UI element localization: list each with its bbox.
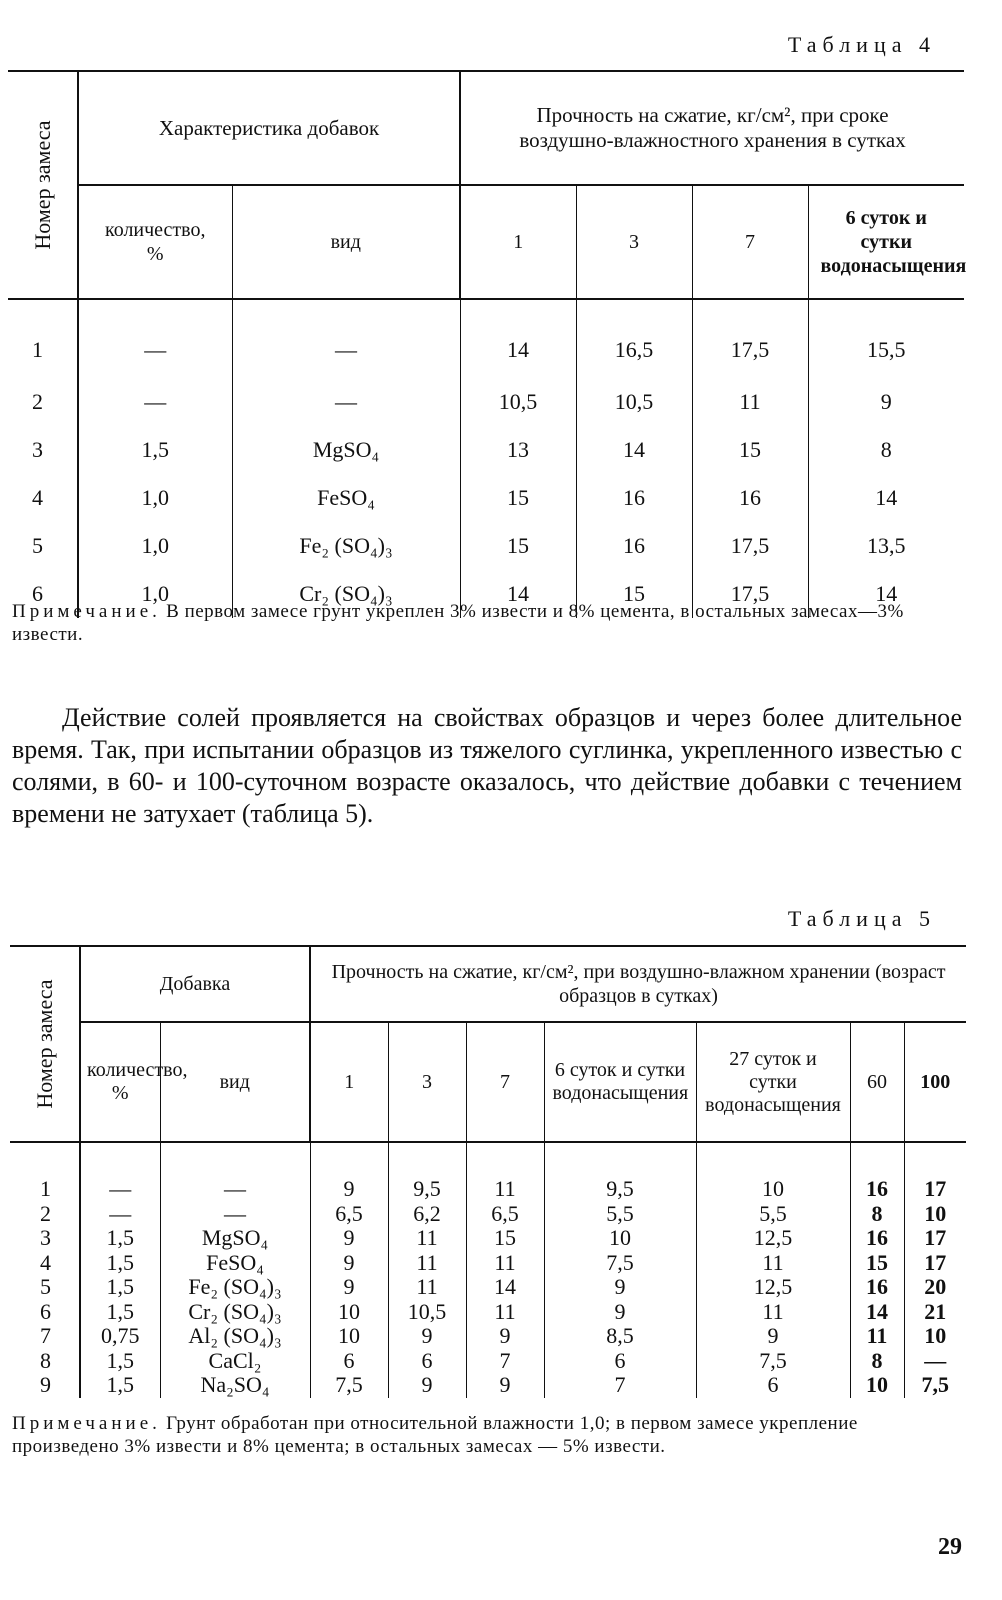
table-cell: 9 <box>310 1275 388 1300</box>
table5-note-label: Примечание. <box>12 1413 161 1434</box>
table-cell: 17 <box>924 1225 947 1251</box>
table-cell: 7 <box>10 1324 80 1349</box>
table-cell: 14 <box>460 299 576 378</box>
table-cell: 1,5 <box>78 426 232 474</box>
table-cell: 6 <box>8 570 78 618</box>
table-cell: 16 <box>576 522 692 570</box>
table-row <box>10 1226 966 1251</box>
table-cell: 1,5 <box>80 1349 160 1374</box>
table-cell: 9,5 <box>388 1142 466 1202</box>
table-cell: 14 <box>576 426 692 474</box>
table-cell: 10 <box>696 1142 850 1202</box>
t4-header-day-3: 3 <box>576 185 692 299</box>
table-cell: 6,5 <box>466 1202 544 1227</box>
table-cell: Fe₂ (SO₄)₃ <box>232 522 460 570</box>
table-cell: 6,5 <box>310 1202 388 1227</box>
table-cell: 8 <box>10 1349 80 1374</box>
table-cell: 11 <box>466 1300 544 1325</box>
table-cell: Cr₂ (SO₄)₃ <box>160 1300 310 1325</box>
table-cell: 9 <box>388 1373 466 1398</box>
table-cell: 11 <box>466 1142 544 1202</box>
table-cell: 6,2 <box>388 1202 466 1227</box>
table-cell: 16 <box>850 1275 904 1300</box>
table-cell: 11 <box>466 1251 544 1276</box>
t5-header-quantity: количество, % <box>80 1022 160 1142</box>
table-cell: — <box>232 378 460 426</box>
table-cell: 9 <box>696 1324 850 1349</box>
table-cell: 14 <box>850 1300 904 1325</box>
table-cell: 5 <box>8 522 78 570</box>
table-cell: 4 <box>10 1251 80 1276</box>
table-cell: 5,5 <box>696 1202 850 1227</box>
table-cell: 12,5 <box>696 1275 850 1300</box>
table-cell: 9 <box>310 1251 388 1276</box>
table-row <box>10 1275 966 1300</box>
table-cell: 10 <box>544 1226 696 1251</box>
table-cell: — <box>232 299 460 378</box>
table-cell: 8 <box>880 437 892 462</box>
table-row <box>10 1251 966 1276</box>
table-cell: 6 <box>696 1373 850 1398</box>
table-cell: 11 <box>850 1324 904 1349</box>
t4-header-additives: Характеристика добавок <box>78 71 460 185</box>
table-cell: 7,5 <box>310 1373 388 1398</box>
table-cell: 10 <box>850 1373 904 1398</box>
table-row <box>10 1349 966 1374</box>
table-cell: 1,5 <box>80 1373 160 1398</box>
table5 <box>10 945 966 1398</box>
table-cell: 9 <box>10 1373 80 1398</box>
table-cell: 6 <box>10 1300 80 1325</box>
table-cell: 5,5 <box>544 1202 696 1227</box>
t5-header-row-number: Номер замеса <box>10 946 80 1142</box>
t5-header-kind: вид <box>160 1022 310 1142</box>
table-cell: 10,5 <box>460 378 576 426</box>
table-cell: 11 <box>388 1226 466 1251</box>
table4-caption: Таблица 4 <box>787 32 936 57</box>
t4-header-kind: вид <box>232 185 460 299</box>
table-cell: MgSO₄ <box>160 1226 310 1251</box>
table-cell: FeSO₄ <box>160 1251 310 1276</box>
t4-header-day-1: 1 <box>460 185 576 299</box>
table-row <box>8 474 964 522</box>
table-cell: 1,5 <box>80 1226 160 1251</box>
table-cell: 1 <box>10 1142 80 1202</box>
table-cell: 15 <box>692 426 808 474</box>
table-row <box>10 1202 966 1227</box>
table-cell: 7,5 <box>921 1372 950 1398</box>
table-cell: 17,5 <box>692 522 808 570</box>
table-cell: 3 <box>8 426 78 474</box>
table-cell: 9,5 <box>544 1142 696 1202</box>
table-cell: 12,5 <box>696 1226 850 1251</box>
table-cell: 15,5 <box>867 337 906 362</box>
table-cell: — <box>924 1347 947 1373</box>
t5-header-day-6-saturated: 6 суток и сутки водонасыщения <box>544 1022 696 1142</box>
table-cell: 9 <box>466 1373 544 1398</box>
table-row <box>8 426 964 474</box>
table-cell: 15 <box>460 522 576 570</box>
table-cell: 9 <box>466 1324 544 1349</box>
table-cell: 1,5 <box>80 1300 160 1325</box>
table-cell: 9 <box>310 1226 388 1251</box>
table-cell: 14 <box>460 570 576 618</box>
table-cell: 21 <box>924 1298 947 1324</box>
table-cell: Na₂SO₄ <box>160 1373 310 1398</box>
table-cell: 6 <box>544 1349 696 1374</box>
table-cell: 1,5 <box>80 1251 160 1276</box>
table-cell: 11 <box>692 378 808 426</box>
t5-header-day-27-saturated: 27 суток и сутки водонасыщения <box>696 1022 850 1142</box>
table-cell: 11 <box>696 1251 850 1276</box>
t4-header-row-number: Номер замеса <box>8 71 78 299</box>
t4-header-quantity: количество, % <box>78 185 232 299</box>
table-cell: 9 <box>310 1142 388 1202</box>
page-number: 29 <box>938 1534 962 1560</box>
table-row <box>10 1324 966 1349</box>
table-row <box>8 522 964 570</box>
table-cell: 11 <box>388 1275 466 1300</box>
table-cell: 8 <box>850 1349 904 1374</box>
table4 <box>8 70 967 618</box>
table-cell: 15 <box>576 570 692 618</box>
t5-header-additive: Добавка <box>80 946 310 1022</box>
table-cell: 5 <box>10 1275 80 1300</box>
table-cell: 16 <box>576 474 692 522</box>
table-cell: 10 <box>310 1324 388 1349</box>
table-cell: 6 <box>388 1349 466 1374</box>
table-cell: 6 <box>310 1349 388 1374</box>
table-cell: 14 <box>466 1275 544 1300</box>
table5-note <box>12 1412 964 1458</box>
table-cell: 1,5 <box>80 1275 160 1300</box>
body-paragraph: Действие солей проявляется на свойствах образцов и через более длительное время. Так, при испытании образцов из тяжелого суглинка, укрепленного известью с солями, в 60- и 100-суточном возрасте оказалось, что действие добавки с течением времени не затухает (таблица 5). <box>12 703 962 828</box>
table4-note-text: В первом замесе грунт укреплен 3% извести и 8% цемента, в остальных замесах—3% извести. <box>12 601 904 645</box>
table-cell: — <box>78 299 232 378</box>
table-cell: 15 <box>466 1226 544 1251</box>
table-cell: 8,5 <box>544 1324 696 1349</box>
table-row <box>8 299 964 378</box>
table-cell: 13 <box>460 426 576 474</box>
table-cell: 10,5 <box>388 1300 466 1325</box>
table5-note-text: Грунт обработан при относительной влажности 1,0; в первом замесе укрепление произведено 3% извести и 8% цемента; в остальных замесах — 5% извести. <box>12 1413 858 1457</box>
table-row <box>10 1142 966 1202</box>
table-cell: 9 <box>544 1300 696 1325</box>
table-cell: 9 <box>880 389 892 414</box>
table-cell: 0,75 <box>80 1324 160 1349</box>
table-cell: 1 <box>8 299 78 378</box>
table-row <box>8 378 964 426</box>
table-cell: MgSO₄ <box>232 426 460 474</box>
table-cell: 9 <box>388 1324 466 1349</box>
table-cell: — <box>160 1142 310 1202</box>
t5-header-day-100: 100 <box>920 1070 951 1093</box>
table-cell: Cr₂ (SO₄)₃ <box>232 570 460 618</box>
table-cell: 7 <box>466 1349 544 1374</box>
table-cell: 20 <box>924 1274 947 1300</box>
table-cell: 4 <box>8 474 78 522</box>
t5-header-day-60: 60 <box>850 1022 904 1142</box>
table-cell: 15 <box>850 1251 904 1276</box>
table-cell: 17 <box>924 1249 947 1275</box>
t4-header-day-7: 7 <box>692 185 808 299</box>
table-cell: — <box>160 1202 310 1227</box>
table-cell: 11 <box>696 1300 850 1325</box>
table-cell: 8 <box>850 1202 904 1227</box>
table-cell: 16 <box>692 474 808 522</box>
table-cell: — <box>80 1142 160 1202</box>
table-cell: — <box>78 378 232 426</box>
table-cell: 2 <box>8 378 78 426</box>
table-cell: 17 <box>924 1176 947 1202</box>
table-cell: — <box>80 1202 160 1227</box>
t4-header-day-6-saturated: 6 суток и сутки водонасыщения <box>820 207 967 277</box>
t5-header-strength: Прочность на сжатие, кг/см², при воздушно-влажном хранении (возраст образцов в сутках) <box>310 946 966 1022</box>
table-cell: 10 <box>924 1200 947 1226</box>
table4-note-label: Примечание. <box>12 601 161 622</box>
t5-header-day-7: 7 <box>466 1022 544 1142</box>
table-cell: FeSO₄ <box>232 474 460 522</box>
table-cell: 10,5 <box>576 378 692 426</box>
t4-header-strength: Прочность на сжатие, кг/см², при сроке воздушно-влажностного хранения в сутках <box>460 71 964 185</box>
table-cell: 7,5 <box>544 1251 696 1276</box>
table-cell: 16 <box>850 1226 904 1251</box>
table-cell: 17,5 <box>692 299 808 378</box>
table-cell: 16 <box>850 1142 904 1202</box>
table-cell: 14 <box>875 581 898 606</box>
table-cell: 9 <box>544 1275 696 1300</box>
table-cell: 10 <box>310 1300 388 1325</box>
table-cell: 1,0 <box>78 570 232 618</box>
table-cell: 14 <box>875 485 898 510</box>
table4-note <box>12 600 964 646</box>
table-cell: 17,5 <box>692 570 808 618</box>
t5-header-day-1: 1 <box>310 1022 388 1142</box>
table-cell: 1,0 <box>78 474 232 522</box>
table-cell: 2 <box>10 1202 80 1227</box>
table-cell: 7,5 <box>696 1349 850 1374</box>
table-cell: 13,5 <box>867 533 906 558</box>
table-cell: 11 <box>388 1251 466 1276</box>
table-cell: CaCl₂ <box>160 1349 310 1374</box>
table-cell: Fe₂ (SO₄)₃ <box>160 1275 310 1300</box>
table-row <box>10 1300 966 1325</box>
table-cell: 1,0 <box>78 522 232 570</box>
table-row <box>10 1373 966 1398</box>
table-cell: 16,5 <box>576 299 692 378</box>
table-cell: 15 <box>460 474 576 522</box>
table-cell: Al₂ (SO₄)₃ <box>160 1324 310 1349</box>
table-cell: 3 <box>10 1226 80 1251</box>
table-cell: 7 <box>544 1373 696 1398</box>
table-cell: 10 <box>924 1323 947 1349</box>
t5-header-day-3: 3 <box>388 1022 466 1142</box>
table5-caption: Таблица 5 <box>787 906 936 931</box>
